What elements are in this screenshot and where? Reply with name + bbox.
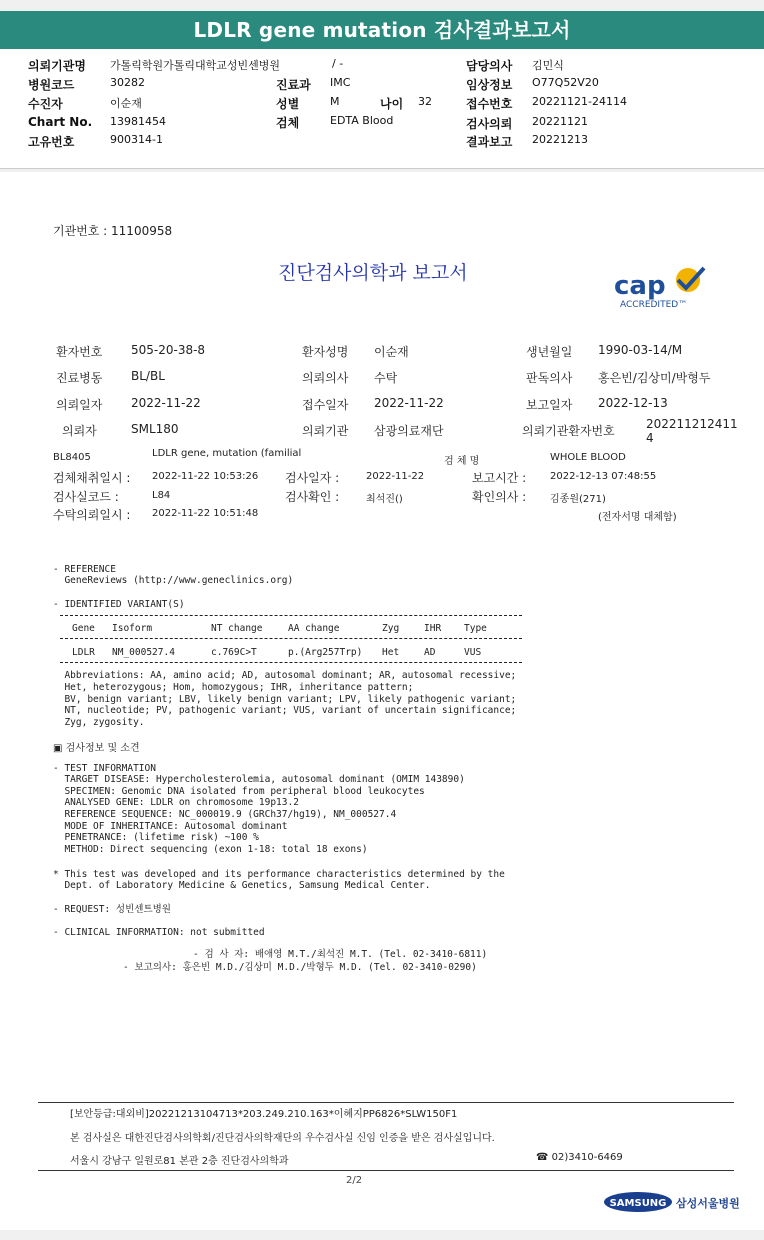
variant-aa-change: p.(Arg257Trp): [288, 647, 363, 658]
clinical-info-value: O77Q52V20: [532, 76, 599, 89]
patient-no-label: 환자번호: [56, 345, 103, 359]
reporter-line: - 보고의사: 홍은빈 M.D./김상미 M.D./박형두 M.D. (Tel. 02-3410-0290): [123, 962, 477, 973]
institution-number: 기관번호 : 11100958: [53, 224, 173, 238]
specimen-name-label: 검 체 명: [444, 456, 480, 467]
consign-time-value: 2022-11-22 10:51:48: [152, 508, 259, 519]
report-document: [0, 172, 764, 1230]
patient-name-value: 이순재: [374, 345, 409, 359]
variant-col-nt: NT change: [211, 623, 263, 634]
req-doctor-label: 의뢰의사: [302, 371, 349, 385]
abbrev-line-3: BV, benign variant; LBV, likely benign variant; LPV, likely pathogenic variant;: [53, 694, 517, 705]
report-date-label: 보고일자: [526, 398, 573, 412]
reading-doctor-label: 판독의사: [526, 371, 573, 385]
variant-gene: LDLR: [72, 647, 95, 658]
e-signature-note: (전자서명 대체함): [598, 512, 677, 523]
tester-line: - 검 사 자: 배애영 M.T./최석진 M.T. (Tel. 02-3410-6811): [193, 949, 488, 960]
requester-label: 의뢰자: [62, 424, 97, 438]
unique-no-value: 900314-1: [110, 133, 163, 146]
lab-code-label: 검사실코드 :: [53, 490, 119, 504]
result-date-value: 20221213: [532, 133, 588, 146]
test-info-line-2: TARGET DISEASE: Hypercholesterolemia, autosomal dominant (OMIM 143890): [53, 774, 465, 785]
variant-table-bottom-rule: [60, 662, 522, 663]
patient-no-value: 505-20-38-8: [131, 343, 206, 357]
cap-logo-word: cap: [614, 271, 666, 301]
reference-body: GeneReviews (http://www.geneclinics.org): [53, 575, 294, 586]
hosp-code-label: 병원코드: [28, 78, 75, 92]
samsung-wordmark: SAMSUNG: [609, 1198, 667, 1209]
org-patient-no-value: 202211212411: [646, 417, 738, 431]
confirm-doctor-value: 김종원(271): [550, 494, 606, 505]
clinical-info-line: - CLINICAL INFORMATION: not submitted: [53, 927, 265, 938]
receipt-date-label: 접수일자: [302, 398, 349, 412]
patient-header: [0, 49, 764, 169]
variant-zygosity: Het: [382, 647, 400, 658]
sex-label: 성별: [276, 97, 300, 111]
age-value: 32: [418, 95, 432, 108]
test-confirm-value: 최석진(): [366, 494, 403, 505]
report-heading: 진단검사의학과 보고서: [278, 262, 468, 284]
ward-value: BL/BL: [131, 369, 165, 383]
variant-ihr: AD: [424, 647, 436, 658]
phone-line: ☎ 02)3410-6469: [536, 1152, 623, 1163]
test-info-line-3: SPECIMEN: Genomic DNA isolated from peripheral blood leukocytes: [53, 786, 425, 797]
report-time-label: 보고시간 :: [472, 471, 527, 485]
report-date-value: 2022-12-13: [598, 396, 668, 410]
certification-line: 본 검사실은 대한진단검사의학회/진단검사의학재단의 우수검사실 신임 인증을 받은 검사실입니다.: [70, 1133, 495, 1144]
abbrev-line-5: Zyg, zygosity.: [53, 717, 145, 728]
variant-col-ihr: IHR: [424, 623, 442, 634]
collect-time-value: 2022-11-22 10:53:26: [152, 471, 259, 482]
test-confirm-label: 검사확인 :: [285, 490, 340, 504]
variant-col-gene: Gene: [72, 623, 95, 634]
ward-label: 진료병동: [56, 371, 103, 385]
req-date-value: 2022-11-22: [131, 396, 201, 410]
report-time-value: 2022-12-13 07:48:55: [550, 471, 657, 482]
patient-value: 이순재: [110, 97, 142, 110]
test-code: BL8405: [53, 452, 91, 463]
page-number: 2/2: [346, 1175, 363, 1186]
security-line: [보안등급:대외비]20221213104713*203.249.210.163*이혜지PP6826*SLW150F1: [70, 1109, 458, 1120]
reference-heading: - REFERENCE: [53, 564, 116, 575]
dept-value: IMC: [330, 76, 351, 89]
address-line: 서울시 강남구 일원로81 본관 2층 진단검사의학과: [70, 1156, 289, 1167]
variant-table-top-rule: [60, 615, 522, 616]
clinical-info-label: 임상정보: [466, 78, 513, 92]
variant-heading: - IDENTIFIED VARIANT(S): [53, 599, 185, 610]
cap-logo-accredited: ACCREDITED™: [620, 300, 688, 310]
org-value: 가톨릭학원가톨릭대학교성빈센병원: [110, 59, 281, 72]
unique-no-label: 고유번호: [28, 135, 75, 149]
patient-label: 수진자: [28, 97, 63, 111]
consign-time-label: 수탁의뢰일시 :: [53, 508, 131, 522]
receipt-no-value: 20221121-24114: [532, 95, 627, 108]
footer-top-rule: [38, 1102, 734, 1103]
req-org-value: 삼광의료재단: [374, 424, 444, 438]
birth-label: 생년월일: [526, 345, 573, 359]
cap-accredited-logo: [612, 266, 712, 310]
test-info-line-6: MODE OF INHERITANCE: Autosomal dominant: [53, 821, 288, 832]
receipt-date-value: 2022-11-22: [374, 396, 444, 410]
patient-name-label: 환자성명: [302, 345, 349, 359]
specimen-name-value: WHOLE BLOOD: [550, 452, 626, 463]
variant-col-type: Type: [464, 623, 487, 634]
lab-code-value: L84: [152, 490, 171, 501]
org-patient-no-extra: 4: [646, 431, 654, 445]
samsung-hospital-logo: [604, 1190, 744, 1214]
variant-col-aa: AA change: [288, 623, 340, 634]
result-date-label: 결과보고: [466, 135, 513, 149]
specimen-label: 검체: [276, 116, 300, 130]
age-label: 나이: [380, 97, 404, 111]
test-info-line-5: REFERENCE SEQUENCE: NC_000019.9 (GRCh37/hg19), NM_000527.4: [53, 809, 397, 820]
variant-isoform: NM_000527.4: [112, 647, 175, 658]
request-date-value: 20221121: [532, 115, 588, 128]
specimen-value: EDTA Blood: [330, 114, 394, 127]
variant-col-zyg: Zyg: [382, 623, 400, 634]
collect-time-label: 검체채취일시 :: [53, 471, 131, 485]
section-test-info-opinion: ▣ 검사정보 및 소견: [53, 743, 140, 754]
test-info-line-4: ANALYSED GENE: LDLR on chromosome 19p13.2: [53, 797, 299, 808]
doctor-label: 담당의사: [466, 59, 513, 73]
requester-value: SML180: [131, 422, 179, 436]
report-title-bar: LDLR gene mutation 검사결과보고서: [0, 11, 764, 49]
org-patient-no-label: 의뢰기관환자번호: [522, 424, 615, 438]
test-info-line-1: - TEST INFORMATION: [53, 763, 156, 774]
org-label: 의뢰기관명: [28, 59, 86, 73]
test-info-line-8: METHOD: Direct sequencing (exon 1-18: total 18 exons): [53, 844, 368, 855]
test-name: LDLR gene, mutation (familial: [152, 448, 302, 459]
req-org-label: 의뢰기관: [302, 424, 349, 438]
reading-doctor-value: 홍은빈/김상미/박형두: [598, 371, 711, 385]
dept-label: 진료과: [276, 78, 311, 92]
variant-table-mid-rule: [60, 638, 522, 639]
abbrev-line-1: Abbreviations: AA, amino acid; AD, autosomal dominant; AR, autosomal recessive;: [53, 670, 517, 681]
test-date-value: 2022-11-22: [366, 471, 425, 482]
chart-no-value: 13981454: [110, 115, 166, 128]
doctor-value: 김민식: [532, 59, 564, 72]
birth-value: 1990-03-14/M: [598, 343, 683, 357]
org-suffix: / -: [332, 57, 344, 70]
req-doctor-value: 수탁: [374, 371, 398, 385]
variant-nt-change: c.769C>T: [211, 647, 257, 658]
chart-no-label: Chart No.: [28, 115, 93, 129]
abbrev-line-2: Het, heterozygous; Hom, homozygous; IHR, inheritance pattern;: [53, 682, 414, 693]
variant-col-isoform: Isoform: [112, 623, 153, 634]
hospital-wordmark: 삼성서울병원: [676, 1197, 740, 1210]
abbrev-line-4: NT, nucleotide; PV, pathogenic variant; VUS, variant of uncertain significance;: [53, 705, 517, 716]
request-date-label: 검사의뢰: [466, 117, 513, 131]
test-info-line-7: PENETRANCE: (lifetime risk) ~100 %: [53, 832, 259, 843]
receipt-no-label: 접수번호: [466, 97, 513, 111]
footer-bottom-rule: [38, 1170, 734, 1171]
confirm-doctor-label: 확인의사 :: [472, 490, 527, 504]
sex-value: M: [330, 95, 340, 108]
hosp-code-value: 30282: [110, 76, 145, 89]
note-line-2: Dept. of Laboratory Medicine & Genetics, Samsung Medical Center.: [53, 880, 431, 891]
variant-type: VUS: [464, 647, 482, 658]
note-line-1: * This test was developed and its performance characteristics determined by the: [53, 869, 505, 880]
req-date-label: 의뢰일자: [56, 398, 103, 412]
test-date-label: 검사일자 :: [285, 471, 340, 485]
request-line: - REQUEST: 성빈센트병원: [53, 904, 171, 915]
